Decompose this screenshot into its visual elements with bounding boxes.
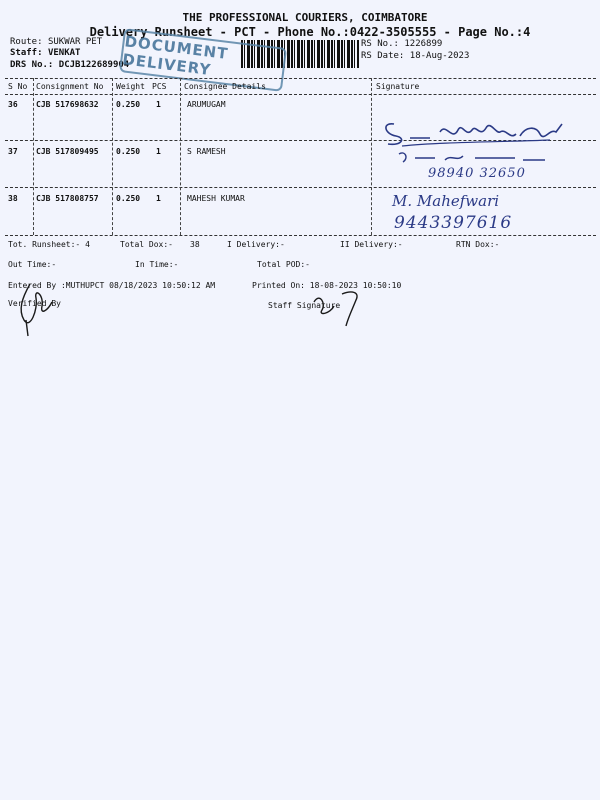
document-delivery-stamp: DOCUMENT DELIVERY	[119, 28, 287, 92]
row-38-pcs: 1	[156, 194, 161, 203]
row-37-pcs: 1	[156, 147, 161, 156]
row-38-consignment: CJB 517808757	[36, 194, 99, 203]
runsheet-title: Delivery Runsheet - PCT - Phone No.:0422-3505555 - Page No.:4	[89, 25, 531, 39]
row-37-phone: 98940 32650	[428, 166, 526, 181]
route-line	[10, 37, 102, 47]
row-38-sno: 38	[8, 194, 18, 203]
printed-on: Printed On: 18-08-2023 10:50:10	[252, 281, 402, 290]
header-consignment: Consignment No	[36, 82, 104, 91]
out-time: Out Time:-	[8, 260, 57, 269]
row-rule-37	[5, 187, 596, 188]
row-36-consignee: ARUMUGAM	[187, 100, 226, 109]
header-pcs: PCS	[152, 82, 167, 91]
row-36-sno: 36	[8, 100, 18, 109]
col-divider-2	[112, 78, 113, 235]
drs-line	[10, 60, 129, 70]
header-weight: Weight	[116, 82, 145, 91]
row-37-consignment: CJB 517809495	[36, 147, 99, 156]
company-title: THE PROFESSIONAL COURIERS, COIMBATORE	[182, 11, 428, 24]
total-pod: Total POD:-	[257, 260, 310, 269]
rs-no-label: RS No.:	[361, 39, 399, 49]
drs-label: DRS No.:	[10, 60, 54, 70]
row-37-signature-scribble	[395, 148, 565, 168]
table-top-rule	[5, 78, 596, 79]
staff-value: VENKAT	[47, 48, 81, 58]
row-38-weight: 0.250	[116, 194, 141, 203]
row-37-consignee: S RAMESH	[187, 147, 226, 156]
route-label: Route:	[10, 37, 43, 47]
row-36-weight: 0.250	[116, 100, 141, 109]
col-divider-3	[180, 78, 181, 235]
staff-signature-label: Staff Signature	[268, 301, 341, 310]
total-dox-label: Total Dox:-	[120, 240, 173, 249]
row-38-consignee: MAHESH KUMAR	[187, 194, 245, 203]
verified-by: Verified By	[8, 299, 61, 308]
row-38-phone: 9443397616	[394, 213, 513, 233]
rtn-dox: RTN Dox:-	[456, 240, 500, 249]
ii-delivery: II Delivery:-	[340, 240, 403, 249]
staff-label: Staff:	[10, 48, 43, 58]
row-36-signature	[380, 112, 580, 152]
rs-date-value: 18-Aug-2023	[409, 51, 470, 61]
rs-no-line	[361, 39, 442, 49]
header-signature: Signature	[376, 82, 420, 91]
staff-line	[10, 48, 80, 58]
in-time: In Time:-	[135, 260, 179, 269]
total-dox-value: 38	[190, 240, 200, 249]
i-delivery: I Delivery:-	[227, 240, 285, 249]
rs-date-line	[361, 51, 469, 61]
col-divider-4	[371, 78, 372, 235]
header-consignee: Consignee Details	[184, 82, 266, 91]
route-value: SUKWAR PET	[47, 37, 103, 47]
header-sno: S No	[8, 82, 28, 91]
col-divider-1	[33, 78, 34, 235]
row-36-consignment: CJB 517698632	[36, 100, 99, 109]
tot-runsheet: Tot. Runsheet:- 4	[8, 240, 90, 249]
row-37-sno: 37	[8, 147, 18, 156]
row-36-pcs: 1	[156, 100, 161, 109]
rs-no-value: 1226899	[404, 39, 443, 49]
rs-date-label: RS Date:	[361, 51, 405, 61]
table-header-rule	[5, 94, 596, 95]
verified-by-signature	[8, 280, 68, 340]
staff-signature	[312, 284, 372, 334]
entered-by: Entered By :MUTHUPCT 08/18/2023 10:50:12 AM	[8, 281, 216, 290]
row-38-signature-name: M. Mahefwari	[392, 192, 500, 210]
row-37-weight: 0.250	[116, 147, 141, 156]
drs-value: DCJB122689904	[58, 60, 130, 70]
table-bottom-rule	[5, 235, 596, 236]
